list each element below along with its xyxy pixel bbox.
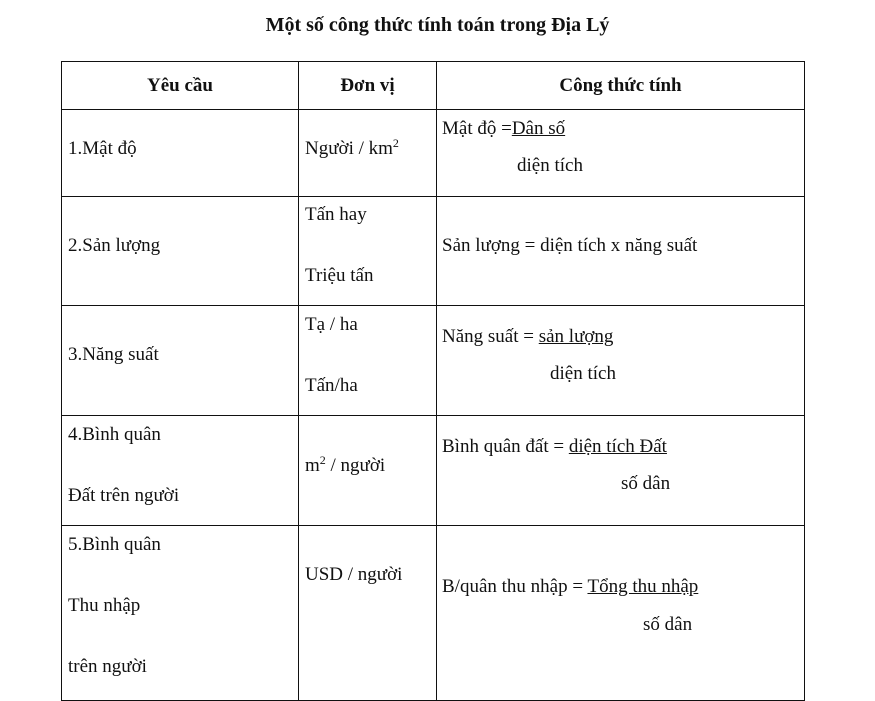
unit-text: $m^2$ / người (305, 453, 386, 476)
formula-numerator: diện tích Đất (568, 436, 667, 457)
formula-text: Sản lượng = diện tích x năng suất (442, 235, 698, 256)
table-row (62, 197, 805, 306)
formula-text: B/quân thu nhập = Tổng thu nhập (442, 576, 699, 597)
unit-text: USD / người (305, 564, 403, 585)
requirement-cell (62, 110, 299, 197)
table-row (62, 526, 805, 701)
formula-numerator: sản lượng (538, 326, 614, 347)
requirement-text: 4.Bình quân (68, 424, 161, 445)
formula-table (61, 61, 805, 701)
requirement-cell (62, 526, 299, 701)
unit-text: Tấn hay (305, 204, 367, 225)
formula-denominator: diện tích (517, 155, 583, 176)
unit-cell (299, 526, 437, 701)
unit-cell (299, 416, 437, 526)
unit-text: Người / $km^2$ (305, 136, 399, 159)
requirement-text: Thu nhập (68, 595, 141, 616)
unit-cell (299, 197, 437, 306)
requirement-cell (62, 197, 299, 306)
requirement-text: 3.Năng suất (68, 344, 159, 365)
table-row (62, 416, 805, 526)
formula-text: Năng suất = sản lượng (442, 326, 614, 347)
formula-cell (437, 416, 805, 526)
header-row (62, 62, 805, 110)
requirement-text: 5.Bình quân (68, 534, 161, 555)
header-unit: Đơn vị (299, 62, 437, 110)
requirement-text: 1.Mật độ (68, 138, 137, 159)
formula-denominator: số dân (621, 473, 671, 494)
document-title: Một số công thức tính toán trong Địa Lý (265, 14, 610, 36)
formula-text: Bình quân đất = diện tích Đất (442, 436, 667, 457)
formula-cell (437, 197, 805, 306)
table-row (62, 110, 805, 197)
unit-text: Triệu tấn (305, 265, 374, 286)
unit-text: Tấn/ha (305, 375, 358, 396)
formula-cell (437, 526, 805, 701)
formula-numerator: Tổng thu nhập (587, 576, 699, 597)
unit-text: Tạ / ha (305, 314, 358, 335)
formula-text: Mật độ =Dân số (442, 118, 566, 139)
header-formula: Công thức tính (437, 62, 805, 110)
formula-denominator: diện tích (550, 363, 616, 384)
unit-cell (299, 306, 437, 416)
requirement-cell (62, 306, 299, 416)
unit-cell (299, 110, 437, 197)
formula-denominator: số dân (643, 614, 693, 635)
requirement-cell (62, 416, 299, 526)
requirement-text: Đất trên người (68, 485, 180, 506)
requirement-text: trên người (68, 656, 147, 677)
requirement-text: 2.Sản lượng (68, 235, 161, 256)
table-row (62, 306, 805, 416)
header-requirement: Yêu cầu (62, 62, 299, 110)
formula-cell (437, 110, 805, 197)
formula-cell (437, 306, 805, 416)
formula-numerator: Dân số (511, 118, 566, 139)
